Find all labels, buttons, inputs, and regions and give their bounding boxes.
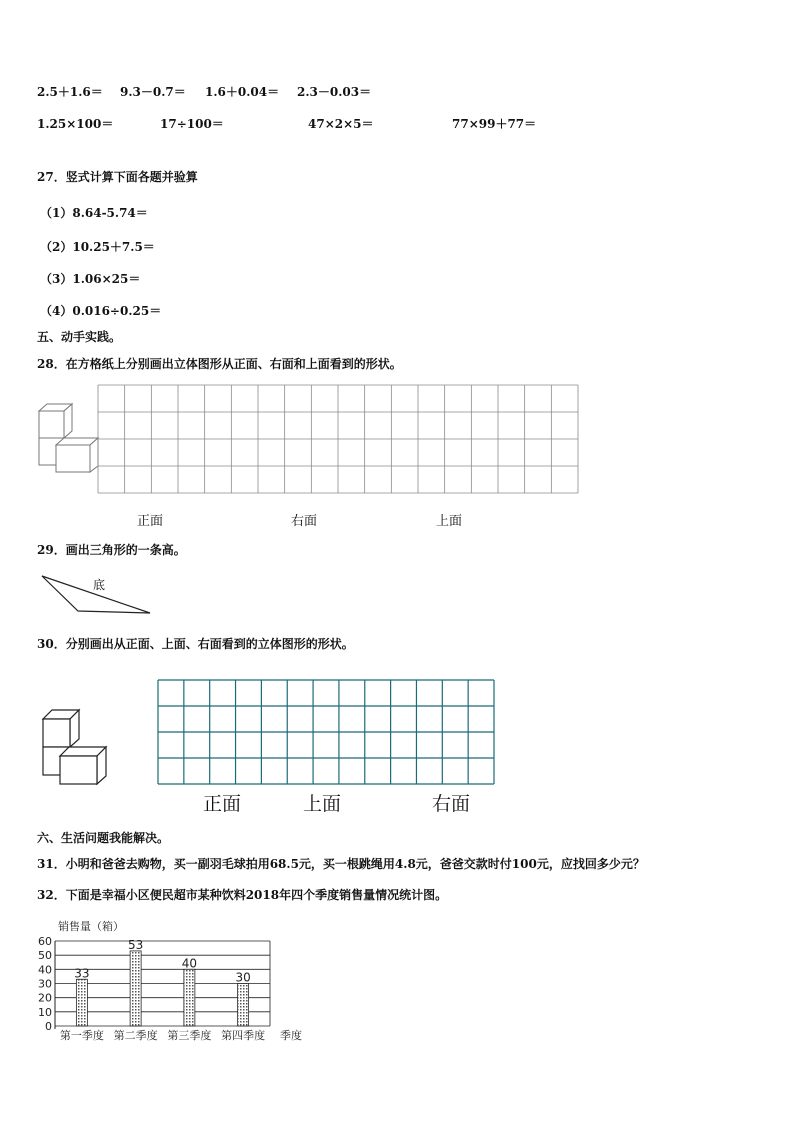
chart-y-tick-label: 0 (45, 1020, 52, 1033)
chart-y-tick-label: 60 (38, 935, 52, 948)
chart-category-label: 第三季度 (167, 1029, 212, 1042)
view-label-front: 正面 (203, 793, 242, 815)
chart-bar (76, 979, 87, 1026)
calc-item: 1.6＋0.04＝ (205, 85, 280, 99)
question-30-title: 30．分别画出从正面、上面、右面看到的立体图形的形状。 (37, 637, 354, 651)
question-27-item: （3）1.06×25＝ (40, 272, 141, 286)
calc-item: 2.5＋1.6＝ (37, 85, 103, 99)
question-27-item: （1）8.64-5.74＝ (40, 206, 148, 220)
chart-data-label: 40 (181, 956, 198, 971)
question-32-title: 32．下面是幸福小区便民超市某种饮料2018年四个季度销售量情况统计图。 (37, 888, 448, 902)
chart-y-axis-label: 销售量（箱） (58, 920, 124, 933)
section-5-heading: 五、动手实践。 (37, 330, 122, 344)
chart-y-tick-label: 50 (38, 949, 52, 963)
grid-paper-q30 (157, 679, 496, 787)
sales-bar-chart (30, 916, 320, 1046)
chart-y-tick-label: 40 (38, 963, 52, 977)
chart-y-tick-label: 30 (38, 977, 52, 991)
view-label-front: 正面 (137, 514, 164, 529)
section-6-heading: 六、生活问题我能解决。 (37, 831, 170, 845)
chart-data-label: 53 (127, 937, 144, 952)
question-29-title: 29．画出三角形的一条高。 (37, 543, 186, 557)
calc-item: 2.3－0.03＝ (297, 85, 372, 99)
view-label-right: 右面 (432, 793, 471, 815)
question-28-title: 28．在方格纸上分别画出立体图形从正面、右面和上面看到的形状。 (37, 357, 402, 371)
question-31-title: 31．小明和爸爸去购物，买一副羽毛球拍用68.5元，买一根跳绳用4.8元，爸爸交款时付100元，应找回多少元？ (37, 857, 645, 871)
view-label-top: 上面 (436, 514, 463, 529)
calc-item: 77×99＋77＝ (452, 117, 537, 131)
chart-data-label: 33 (74, 966, 90, 981)
chart-x-axis-label: 季度 (280, 1029, 302, 1042)
calc-item: 1.25×100＝ (37, 117, 114, 131)
calc-item: 9.3－0.7＝ (120, 85, 186, 99)
view-label-right: 右面 (291, 514, 318, 529)
chart-data-label: 30 (235, 970, 251, 985)
chart-category-label: 第二季度 (113, 1029, 158, 1042)
triangle-base-label: 底 (93, 578, 106, 592)
chart-bar (238, 984, 249, 1027)
question-27-item: （4）0.016÷0.25＝ (40, 304, 162, 318)
view-label-top: 上面 (303, 793, 342, 815)
chart-y-tick-label: 10 (38, 1005, 52, 1019)
calc-item: 47×2×5＝ (308, 117, 374, 131)
chart-bar (130, 951, 141, 1026)
question-27-title: 27．竖式计算下面各题并验算 (37, 170, 198, 184)
chart-category-label: 第一季度 (59, 1029, 104, 1042)
cube-figure-q30 (38, 705, 110, 787)
grid-paper-q28 (97, 384, 581, 496)
chart-bar (184, 969, 195, 1026)
calc-item: 17÷100＝ (160, 117, 224, 131)
chart-category-label: 第四季度 (221, 1029, 266, 1042)
chart-y-tick-label: 20 (38, 991, 52, 1005)
question-27-item: （2）10.25＋7.5＝ (40, 240, 155, 254)
cube-figure-q28 (30, 400, 100, 476)
